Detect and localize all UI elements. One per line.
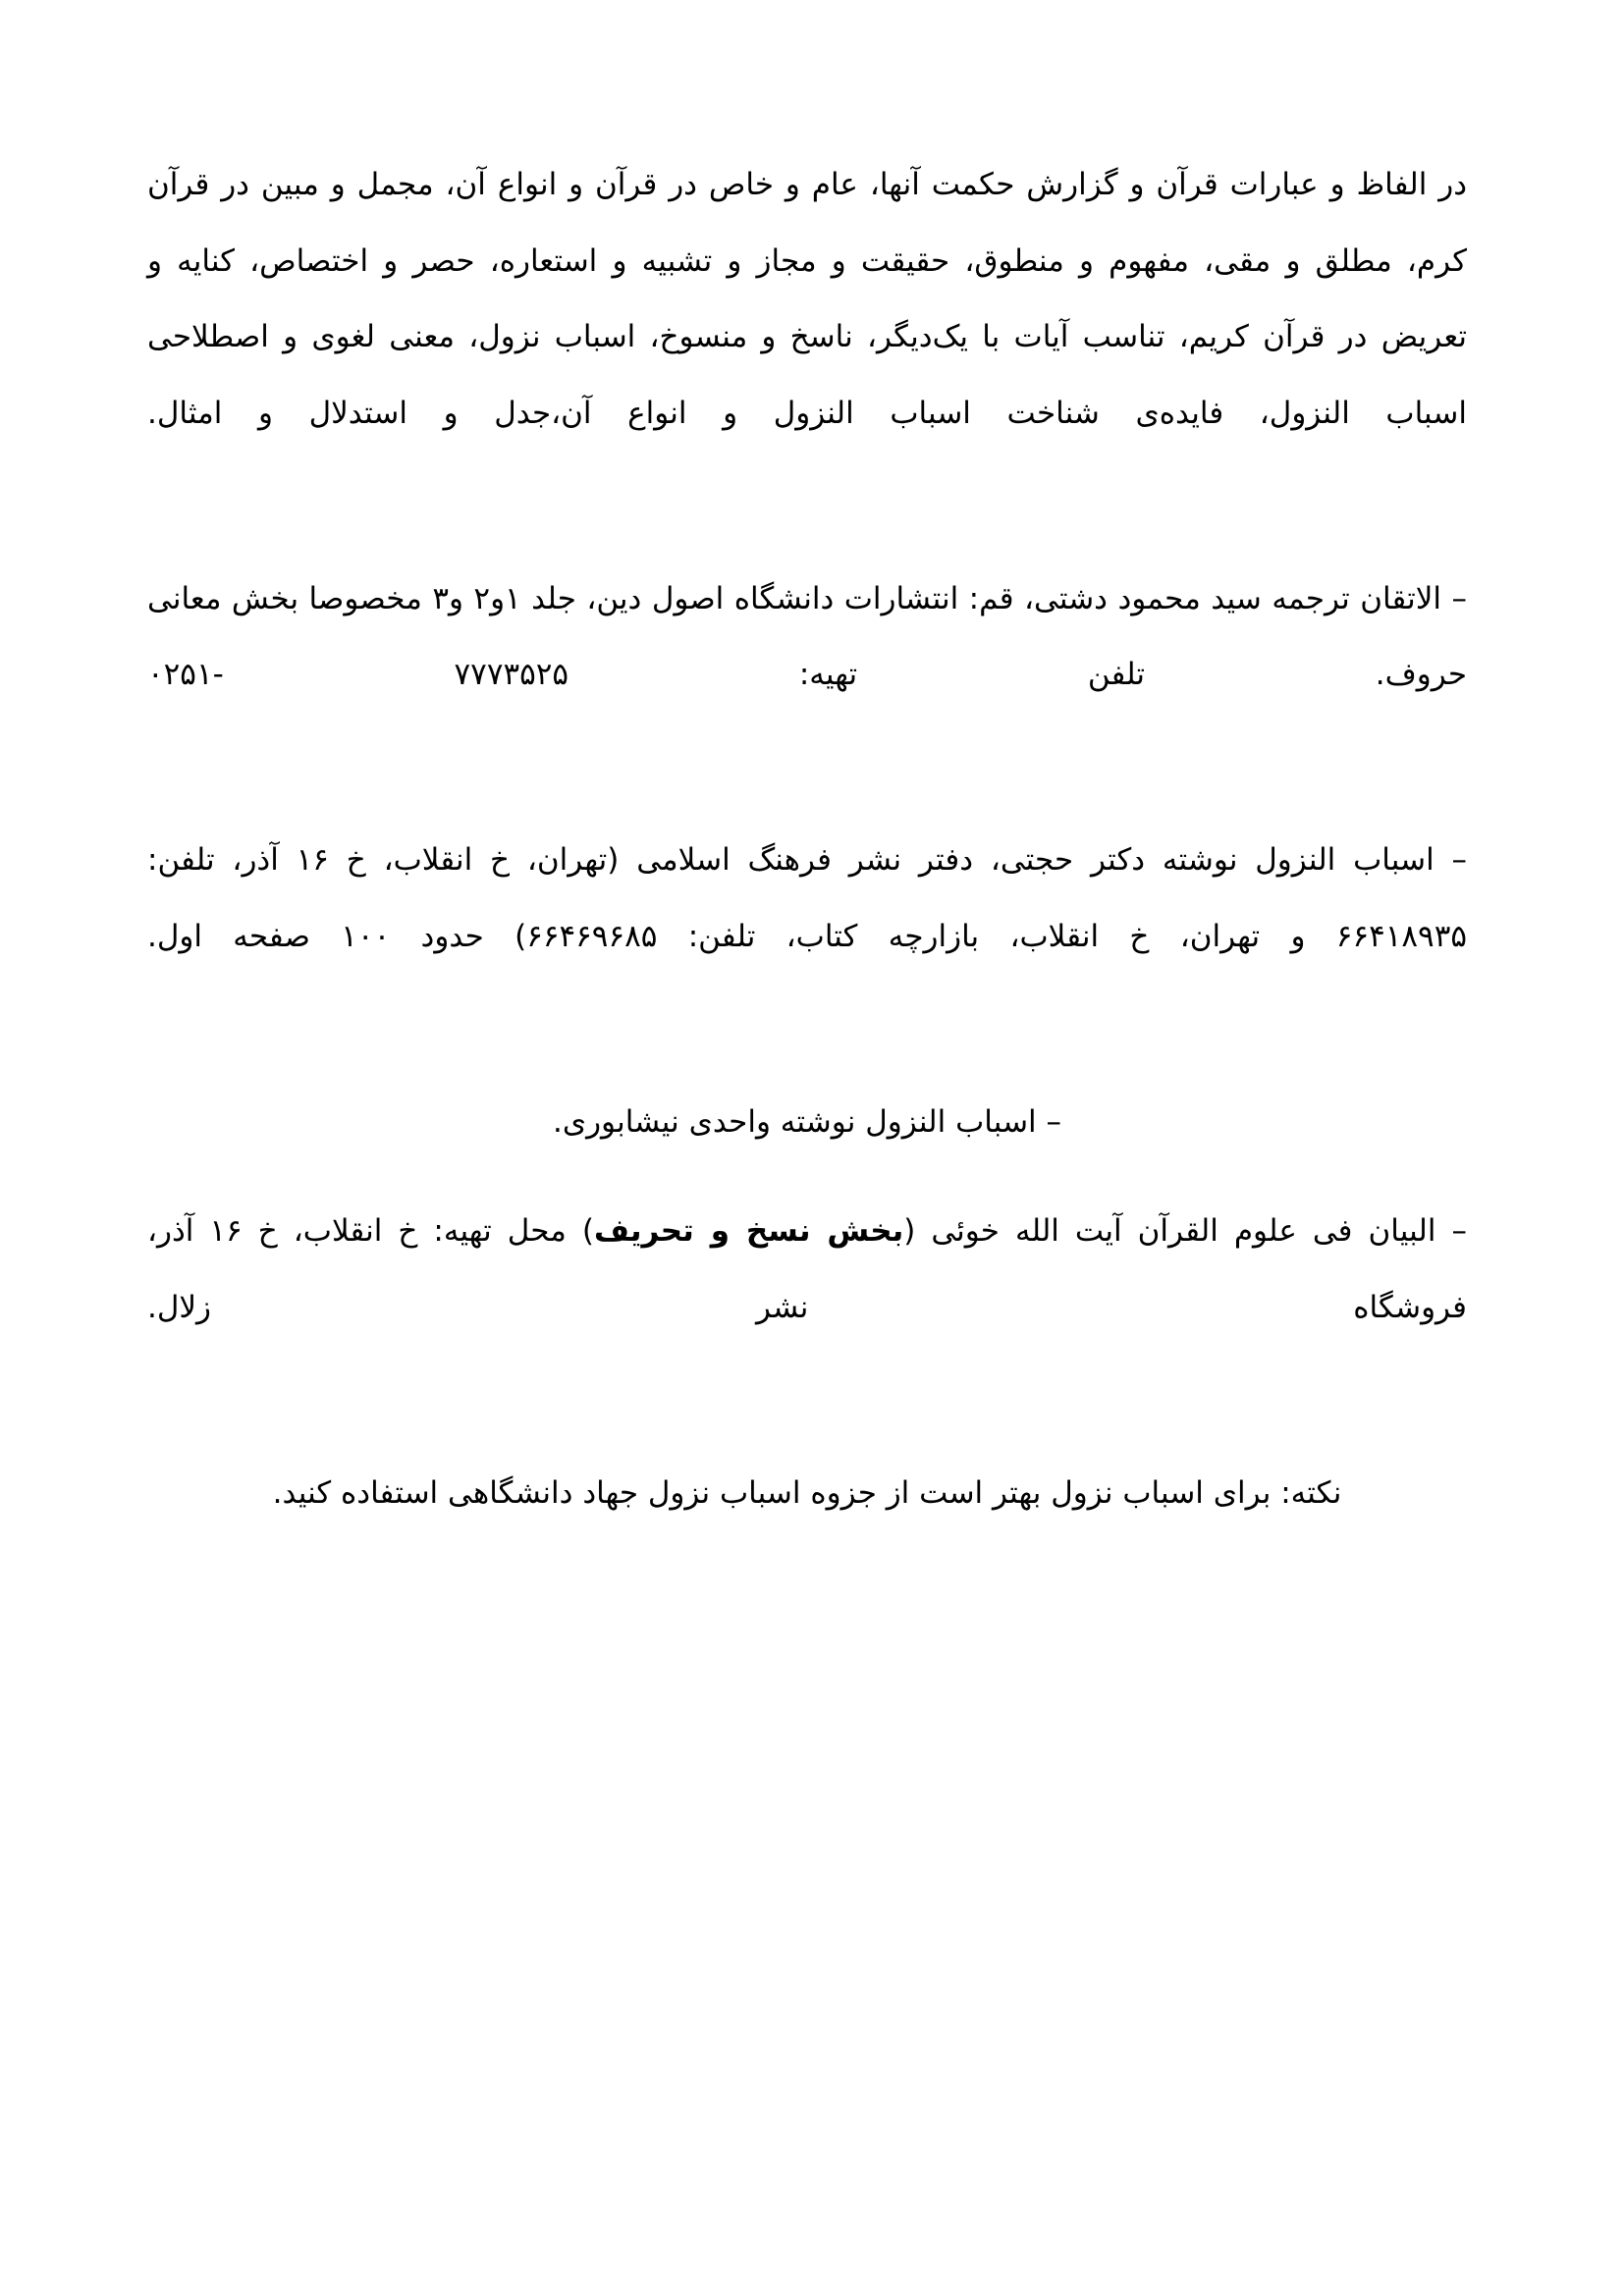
reference-albayan-suffix: ) محل تهیه: خ انقلاب، خ ۱۶ آذر، فروشگاه نشر زلال. (147, 1213, 1467, 1325)
closing-note: نکته: برای اسباب نزول بهتر است از جزوه اسباب نزول جهاد دانشگاهی استفاده کنید. (272, 1474, 1342, 1511)
reference-etqan: – الاتقان ترجمه سید محمود دشتی، قم: انتشارات دانشگاه اصول دین، جلد ۱و۲ و۳ مخصوصا بخش معانی حروف. تلفن تهیه: ۷۷۷۳۵۲۵ -۰۲۵۱ (147, 580, 1468, 692)
reference-asbab-alnozul-vahedi: – اسباب النزول نوشته واحدی نیشابوری. (552, 1103, 1062, 1140)
page-content (147, 147, 1467, 1531)
reference-albayan (147, 1194, 1467, 1422)
reference-asbab-alnozul-hojjati: – اسباب النزول نوشته دکتر حجتی، دفتر نشر فرهنگ اسلامی (تهران، خ انقلاب، خ ۱۶ آذر، تلفن: ۶۶۴۱۸۹۳۵ و تهران، خ انقلاب، بازارچه کتاب، تلفن: ۶۶۴۶۹۶۸۵) حدود ۱۰۰ صفحه اول. (147, 842, 1467, 954)
reference-albayan-prefix: – البیان فی علوم القرآن آیت الله خوئی ( (903, 1213, 1467, 1249)
paragraph-quranic-subjects: در الفاظ و عبارات قرآن و گزارش حکمت آنها، عام و خاص در قرآن و انواع آن، مجمل و مبین در قرآن کرم، مطلق و مقی، مفهوم و منطوق، حقیقت و مجاز و تشبیه و استعاره، حصر و اختصاص، کنایه و تعریض در قرآن کریم، تناسب آیات با یک‌دیگر، ناسخ و منسوخ، اسباب نزول، معنی لغوی و اصطلاحی اسباب النزول، فایده‌ی شناخت اسباب النزول و انواع آن،جدل و استدلال و امثال. (147, 167, 1467, 431)
reference-albayan-emphasis: بخش نسخ و تحریف (593, 1213, 904, 1249)
